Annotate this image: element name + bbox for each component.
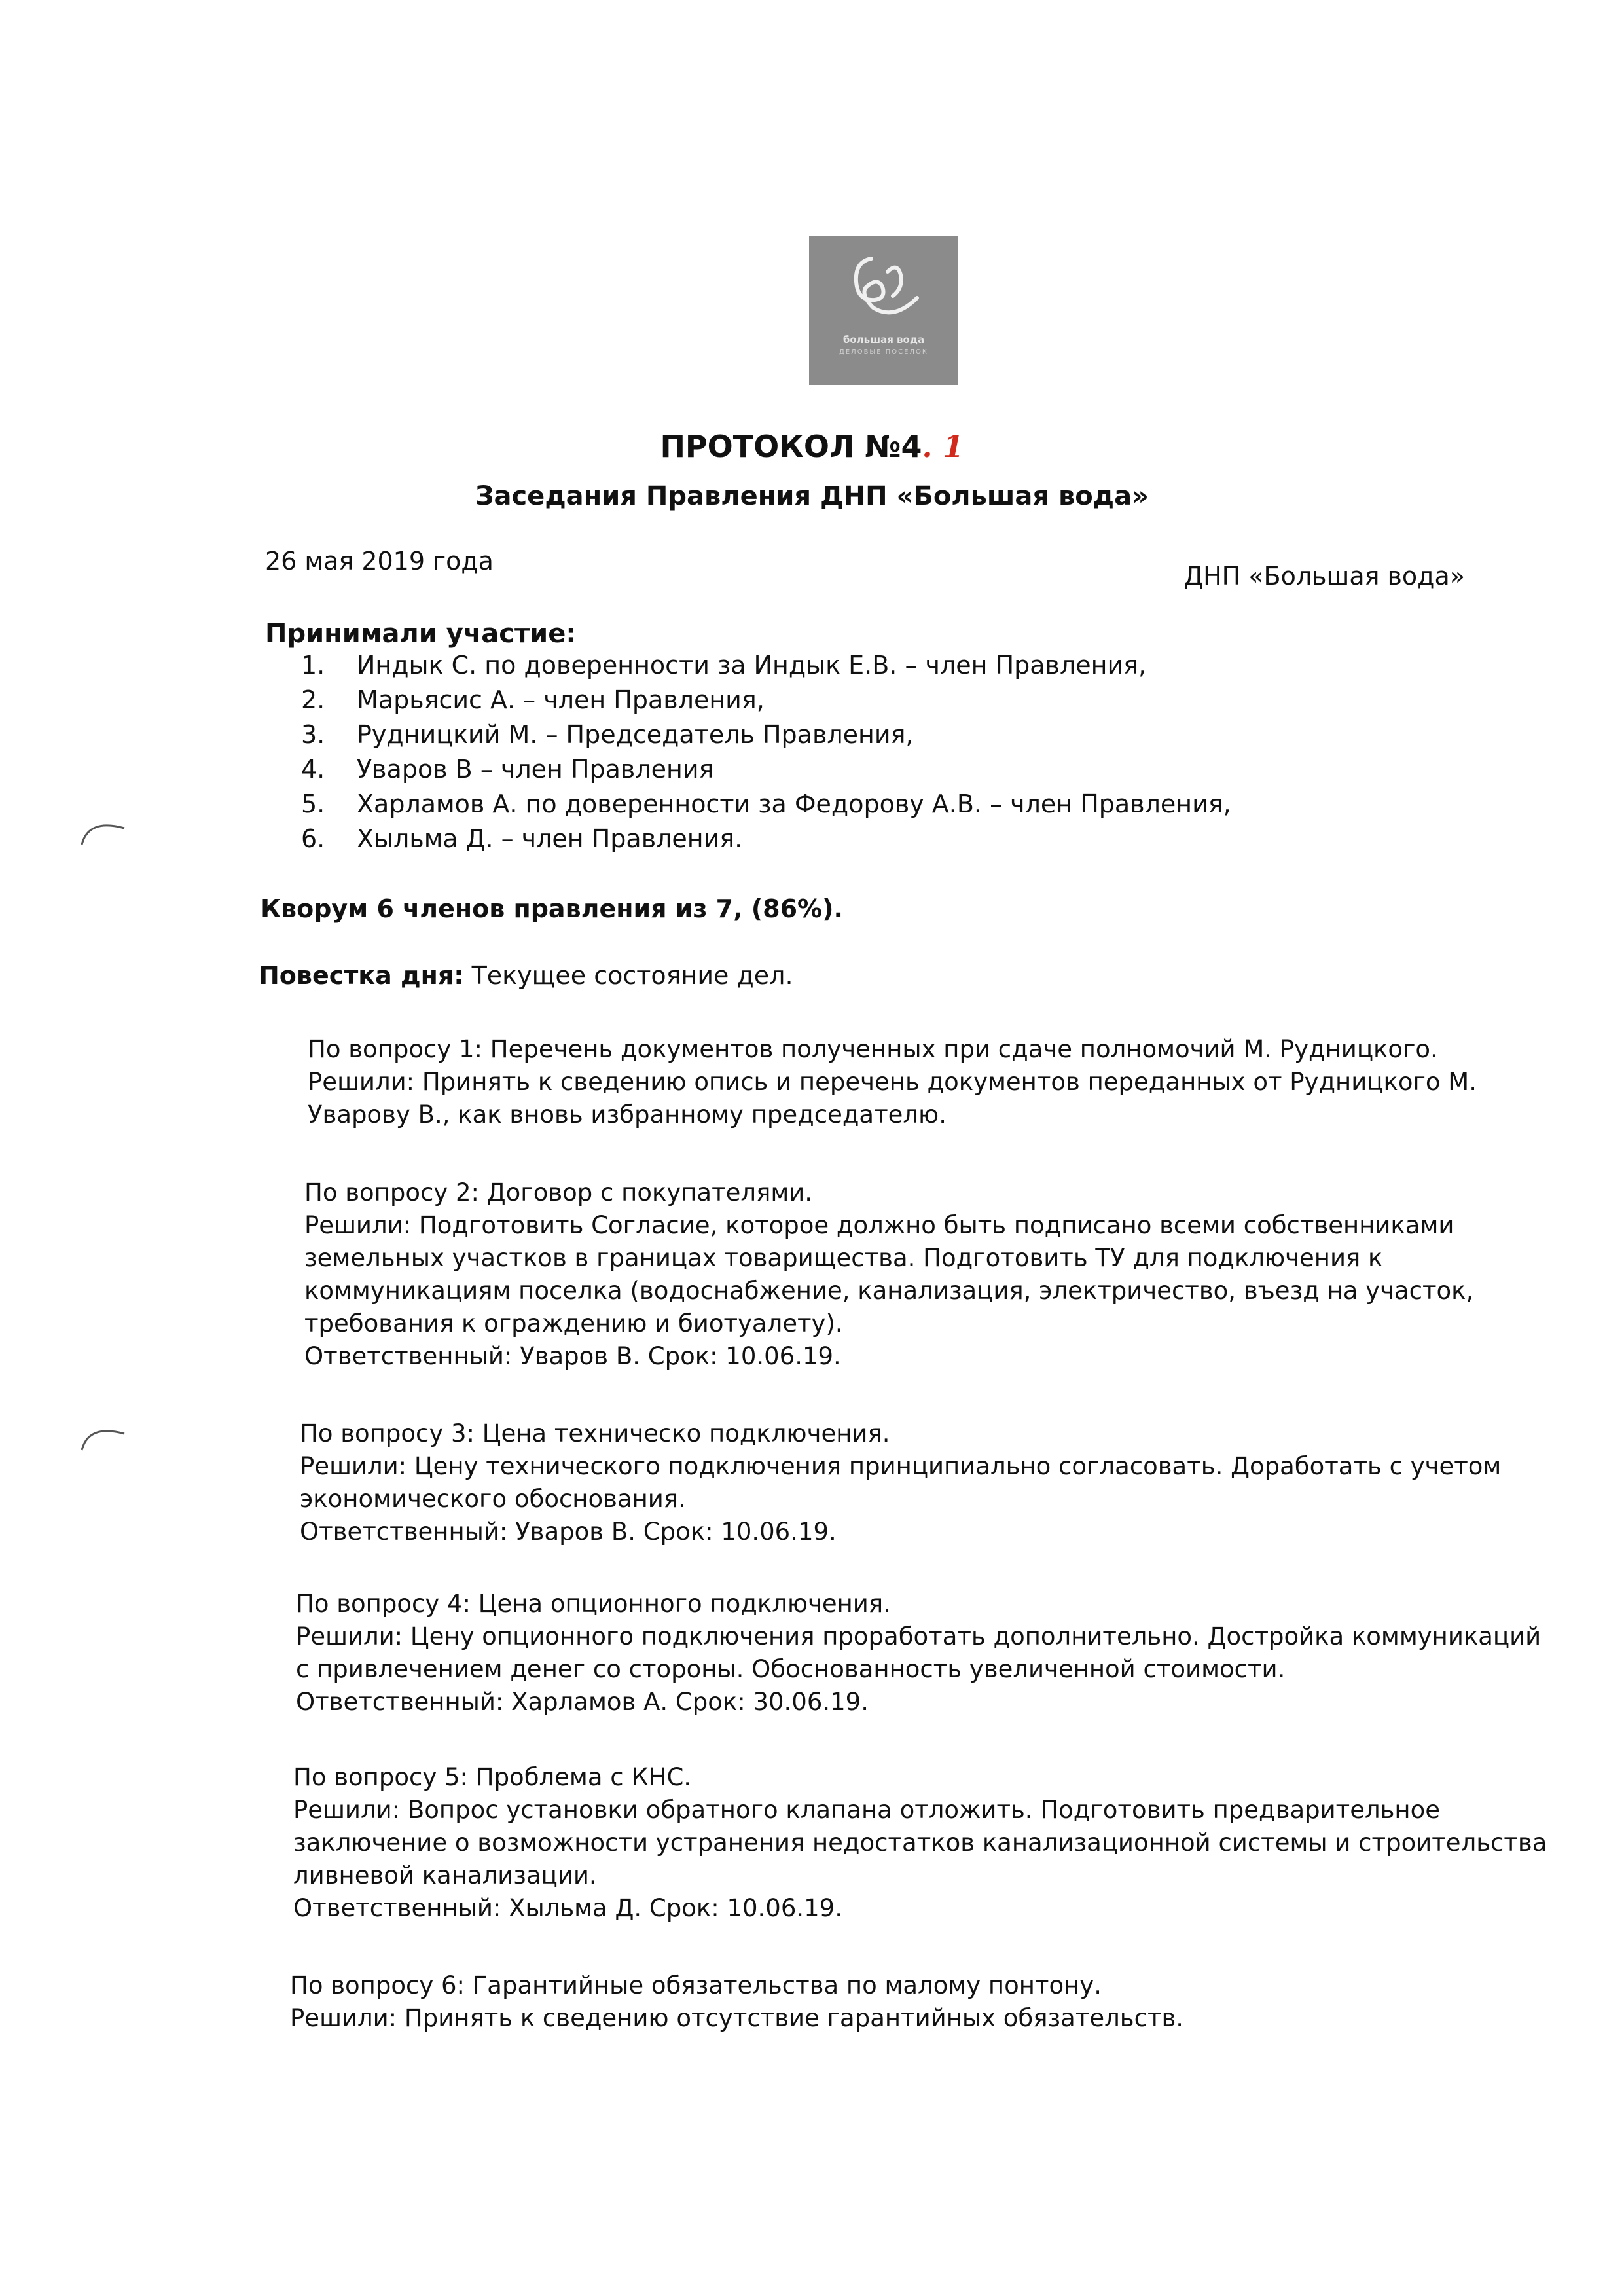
document-subtitle: Заседания Правления ДНП «Большая вода» xyxy=(475,481,1149,511)
punch-hole-mark xyxy=(79,812,137,851)
participants-heading: Принимали участие: xyxy=(265,619,577,649)
company-logo xyxy=(809,236,958,385)
question-block: По вопросу 1: Перечень документов полученных при сдаче полномочий М. Рудницкого. Решили: Принять к сведению опись и перечень документов переданных от Рудницкого М. Уварову В., как вновь избранному председателю. xyxy=(308,1035,1477,1129)
list-item: 2. Марьясис А. – член Правления, xyxy=(301,685,765,714)
question-block: По вопросу 6: Гарантийные обязательства по малому понтону. Решили: Принять к сведению отсутствие гарантийных обязательств. xyxy=(290,1971,1184,2032)
list-item: 6. Хыльма Д. – член Правления. xyxy=(301,824,743,853)
logo-subcaption: ДЕЛОВЫЕ ПОСЕЛОК xyxy=(839,348,928,355)
organization-name: ДНП «Большая вода» xyxy=(1183,562,1465,591)
logo-caption: большая вода xyxy=(842,334,925,346)
document-title xyxy=(0,429,1624,464)
list-item: 4. Уваров В – член Правления xyxy=(301,755,714,784)
punch-hole-mark xyxy=(79,1417,137,1457)
title-text: ПРОТОКОЛ №4 xyxy=(660,429,922,464)
participants-list xyxy=(301,648,1231,856)
quorum-statement: Кворум 6 членов правления из 7, (86%). xyxy=(261,894,843,923)
list-item: 3. Рудницкий М. – Председатель Правления, xyxy=(301,720,914,749)
list-item: 1. Индык С. по доверенности за Индык Е.В. – член Правления, xyxy=(301,651,1147,680)
logo-monogram-icon xyxy=(809,236,958,327)
question-block: По вопросу 2: Договор с покупателями. Решили: Подготовить Согласие, которое должно быть подписано всеми собственниками земельных участков в границах товарищества. Подготовить ТУ для подключения к коммуникациям поселка (водоснабжение, канализация, электричество, въезд на участок, требования к ограждению и биотуалету). Ответственный: Уваров В. Срок: 10.06.19. xyxy=(304,1178,1474,1370)
question-block: По вопросу 4: Цена опционного подключения. Решили: Цену опционного подключения проработать дополнительно. Достройка коммуникаций с привлечением денег со стороны. Обоснованность увеличенной стоимости. Ответственный: Харламов А. Срок: 30.06.19. xyxy=(296,1590,1542,1716)
agenda xyxy=(259,961,793,990)
meeting-date: 26 мая 2019 года xyxy=(265,547,494,575)
agenda-text: Текущее состояние дел. xyxy=(471,961,793,990)
question-block: По вопросу 3: Цена техническо подключения. Решили: Цену технического подключения принципиально согласовать. Доработать с учетом экономического обоснования. Ответственный: Уваров В. Срок: 10.06.19. xyxy=(300,1419,1502,1546)
agenda-label: Повестка дня: xyxy=(259,961,464,990)
question-block: По вопросу 5: Проблема с КНС. Решили: Вопрос установки обратного клапана отложить. Подготовить предварительное заключение о возможности устранения недостатков канализационной системы и строительства ливневой канализации. Ответственный: Хыльма Д. Срок: 10.06.19. xyxy=(293,1763,1547,1922)
handwritten-number: . 1 xyxy=(922,429,964,464)
list-item: 5. Харламов А. по доверенности за Федорову А.В. – член Правления, xyxy=(301,790,1231,818)
